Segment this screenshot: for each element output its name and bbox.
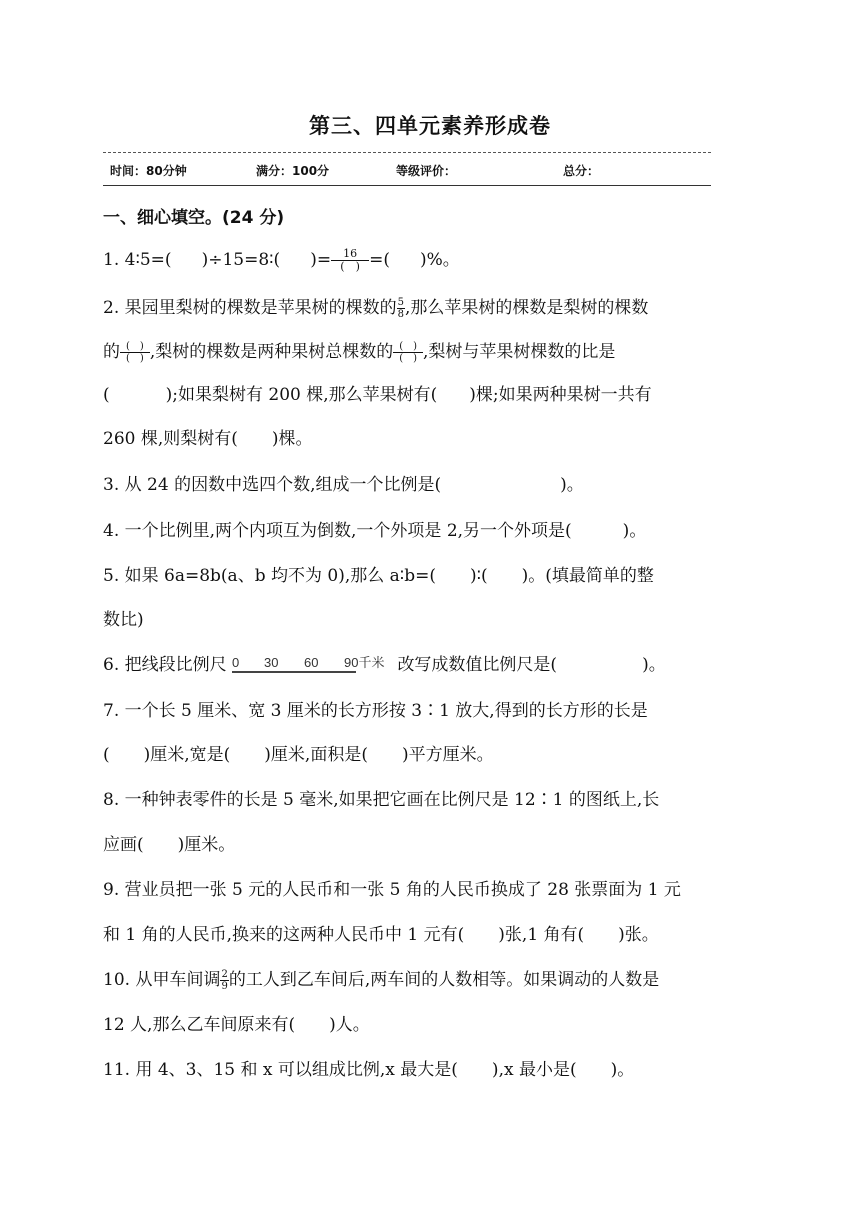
question-2-line-2: [103, 340, 615, 364]
q2-line2-a: 的: [103, 342, 120, 362]
question-9-line-2: 和 1 角的人民币,换来的这两种人民币中 1 元有( )张,1 角有( )张。: [103, 925, 659, 945]
question-5-line-2: 数比): [103, 610, 144, 630]
q10-fraction-denominator: 9: [221, 981, 228, 992]
q1-part-d: =(: [369, 250, 390, 270]
question-2-line-1: [103, 296, 648, 320]
q1-fraction-numerator: 16: [331, 248, 369, 261]
q10-fraction-numerator: 2: [221, 969, 228, 980]
question-7-line-2: ( )厘米,宽是( )厘米,面积是( )平方厘米。: [103, 745, 494, 765]
q2-line2-c: ,梨树与苹果树棵数的比是: [423, 342, 616, 362]
q2-line1-b: ,那么苹果树的棵数是梨树的棵数: [405, 298, 649, 318]
question-10-line-2: 12 人,那么乙车间原来有( )人。: [103, 1015, 370, 1035]
q1-part-b: )÷15=8∶(: [201, 250, 281, 270]
q2-line3-a: (: [103, 385, 110, 405]
q1-fraction: [331, 248, 369, 273]
blank-numerator: ( ): [393, 341, 423, 353]
time-label: 时间：80分钟: [110, 164, 187, 178]
q10-fraction-2-9: [220, 969, 228, 992]
q2-line2-b: ,梨树的棵数是两种果树总棵数的: [149, 342, 394, 362]
full-score-label: 满分：100分: [256, 164, 330, 178]
blank-denominator: ( ): [126, 353, 144, 364]
scale-label-90km: 90千米: [344, 654, 385, 670]
question-4: 4. 一个比例里,两个内项互为倒数,一个外项是 2,另一个外项是( )。: [103, 521, 647, 541]
q1-part-c: )=: [310, 250, 332, 270]
q2-blank-fraction-2: [393, 341, 423, 364]
line-segment-scale: [232, 655, 392, 677]
question-7-line-1: 7. 一个长 5 厘米、宽 3 厘米的长方形按 3∶1 放大,得到的长方形的长是: [103, 701, 648, 721]
header-dashed-divider: [103, 152, 711, 153]
question-11: 11. 用 4、3、15 和 x 可以组成比例,x 最大是( ),x 最小是( )。: [103, 1060, 635, 1080]
question-9-line-1: 9. 营业员把一张 5 元的人民币和一张 5 角的人民币换成了 28 张票面为 1 元: [103, 880, 681, 900]
question-1: [103, 248, 460, 273]
q2-fraction-5-8: [397, 297, 405, 320]
question-2-line-3: [103, 383, 652, 407]
q10-line1-a: 10. 从甲车间调: [103, 970, 221, 990]
blank-numerator: ( ): [120, 341, 150, 353]
question-10-line-1: [103, 968, 659, 992]
question-2-line-4: 260 棵,则梨树有( )棵。: [103, 429, 313, 449]
scale-label-60: 60: [304, 654, 319, 670]
question-3: 3. 从 24 的因数中选四个数,组成一个比例是( )。: [103, 475, 584, 495]
grade-label: 等级评价：: [396, 164, 457, 178]
q10-line1-b: 的工人到乙车间后,两车间的人数相等。如果调动的人数是: [228, 970, 660, 990]
blank-denominator: ( ): [399, 353, 418, 364]
question-5-line-1: 5. 如果 6a=8b(a、b 均不为 0),那么 a∶b=( )∶( )。(填最简单的整: [103, 566, 654, 586]
q2-fraction-denominator: 8: [397, 309, 404, 320]
total-score-label: 总分：: [563, 164, 600, 178]
question-8-line-2: 应画( )厘米。: [103, 835, 236, 855]
page-title: 第三、四单元素养形成卷: [309, 114, 551, 138]
scale-label-0: 0: [232, 654, 240, 670]
question-6: [103, 653, 666, 677]
question-8-line-1: 8. 一种钟表零件的长是 5 毫米,如果把它画在比例尺是 12∶1 的图纸上,长: [103, 790, 660, 810]
q2-blank-fraction-1: [120, 341, 150, 364]
q1-part-a: 1. 4∶5=(: [103, 250, 172, 270]
scale-ruler-graphic: [232, 655, 392, 677]
q6-part-b: 改写成数值比例尺是( )。: [397, 655, 666, 675]
q6-part-a: 6. 把线段比例尺: [103, 655, 227, 675]
section-heading: 一、细心填空。(24 分): [103, 208, 285, 228]
q2-line3-c: )棵;如果两种果树一共有: [469, 385, 652, 405]
q1-fraction-denominator: ( ): [340, 260, 360, 273]
q2-line1-a: 2. 果园里梨树的棵数是苹果树的棵数的: [103, 298, 397, 318]
q2-fraction-numerator: 5: [397, 297, 404, 308]
scale-label-30: 30: [264, 654, 279, 670]
q2-line3-b: );如果梨树有 200 棵,那么苹果树有(: [165, 385, 438, 405]
header-solid-divider: [103, 185, 711, 186]
q1-part-e: )%。: [419, 250, 460, 270]
